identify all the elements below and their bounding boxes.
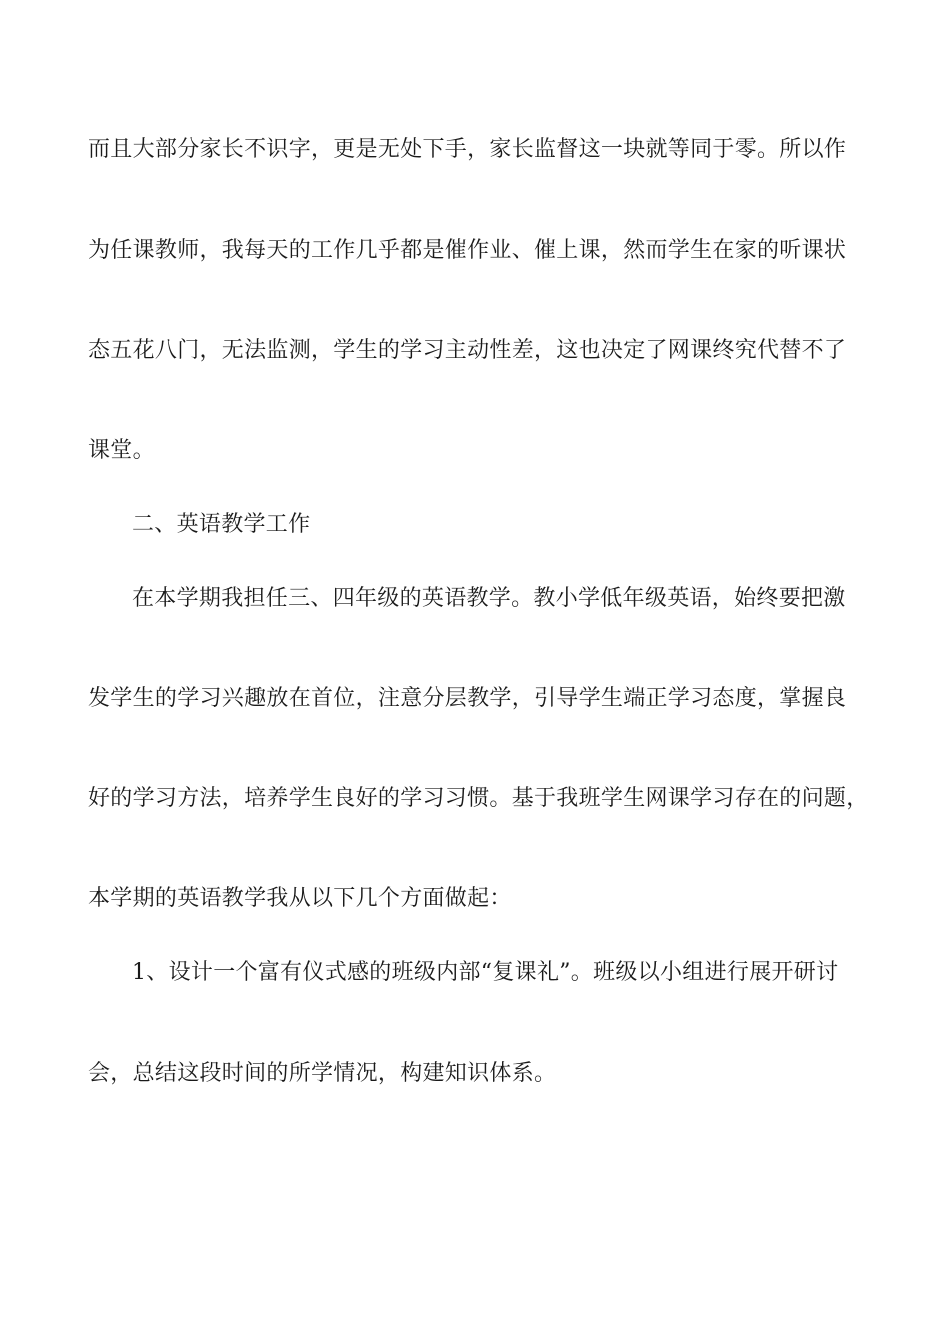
paragraph-line: 本学期的英语教学我从以下几个方面做起：: [88, 886, 512, 911]
section-heading: 二、英语教学工作: [132, 512, 311, 537]
paragraph-line: 在本学期我担任三、四年级的英语教学。教小学低年级英语，始终要把激: [132, 586, 846, 611]
paragraph-line: 而且大部分家长不识字，更是无处下手，家长监督这一块就等同于零。所以作: [88, 137, 847, 162]
paragraph-line: 课堂。: [88, 438, 155, 463]
paragraph-line: 为任课教师，我每天的工作几乎都是催作业、催上课，然而学生在家的听课状: [88, 238, 847, 263]
paragraph-line: 态五花八门，无法监测，学生的学习主动性差，这也决定了网课终究代替不了: [88, 338, 847, 363]
paragraph-line: 发学生的学习兴趣放在首位，注意分层教学，引导学生端正学习态度，掌握良: [88, 686, 847, 711]
paragraph-line: 会，总结这段时间的所学情况，构建知识体系。: [88, 1061, 557, 1086]
paragraph-line: 好的学习方法，培养学生良好的学习习惯。基于我班学生网课学习存在的问题，: [88, 786, 869, 811]
list-item-line: 1、设计一个富有仪式感的班级内部“复课礼”。班级以小组进行展开研讨: [132, 960, 839, 985]
